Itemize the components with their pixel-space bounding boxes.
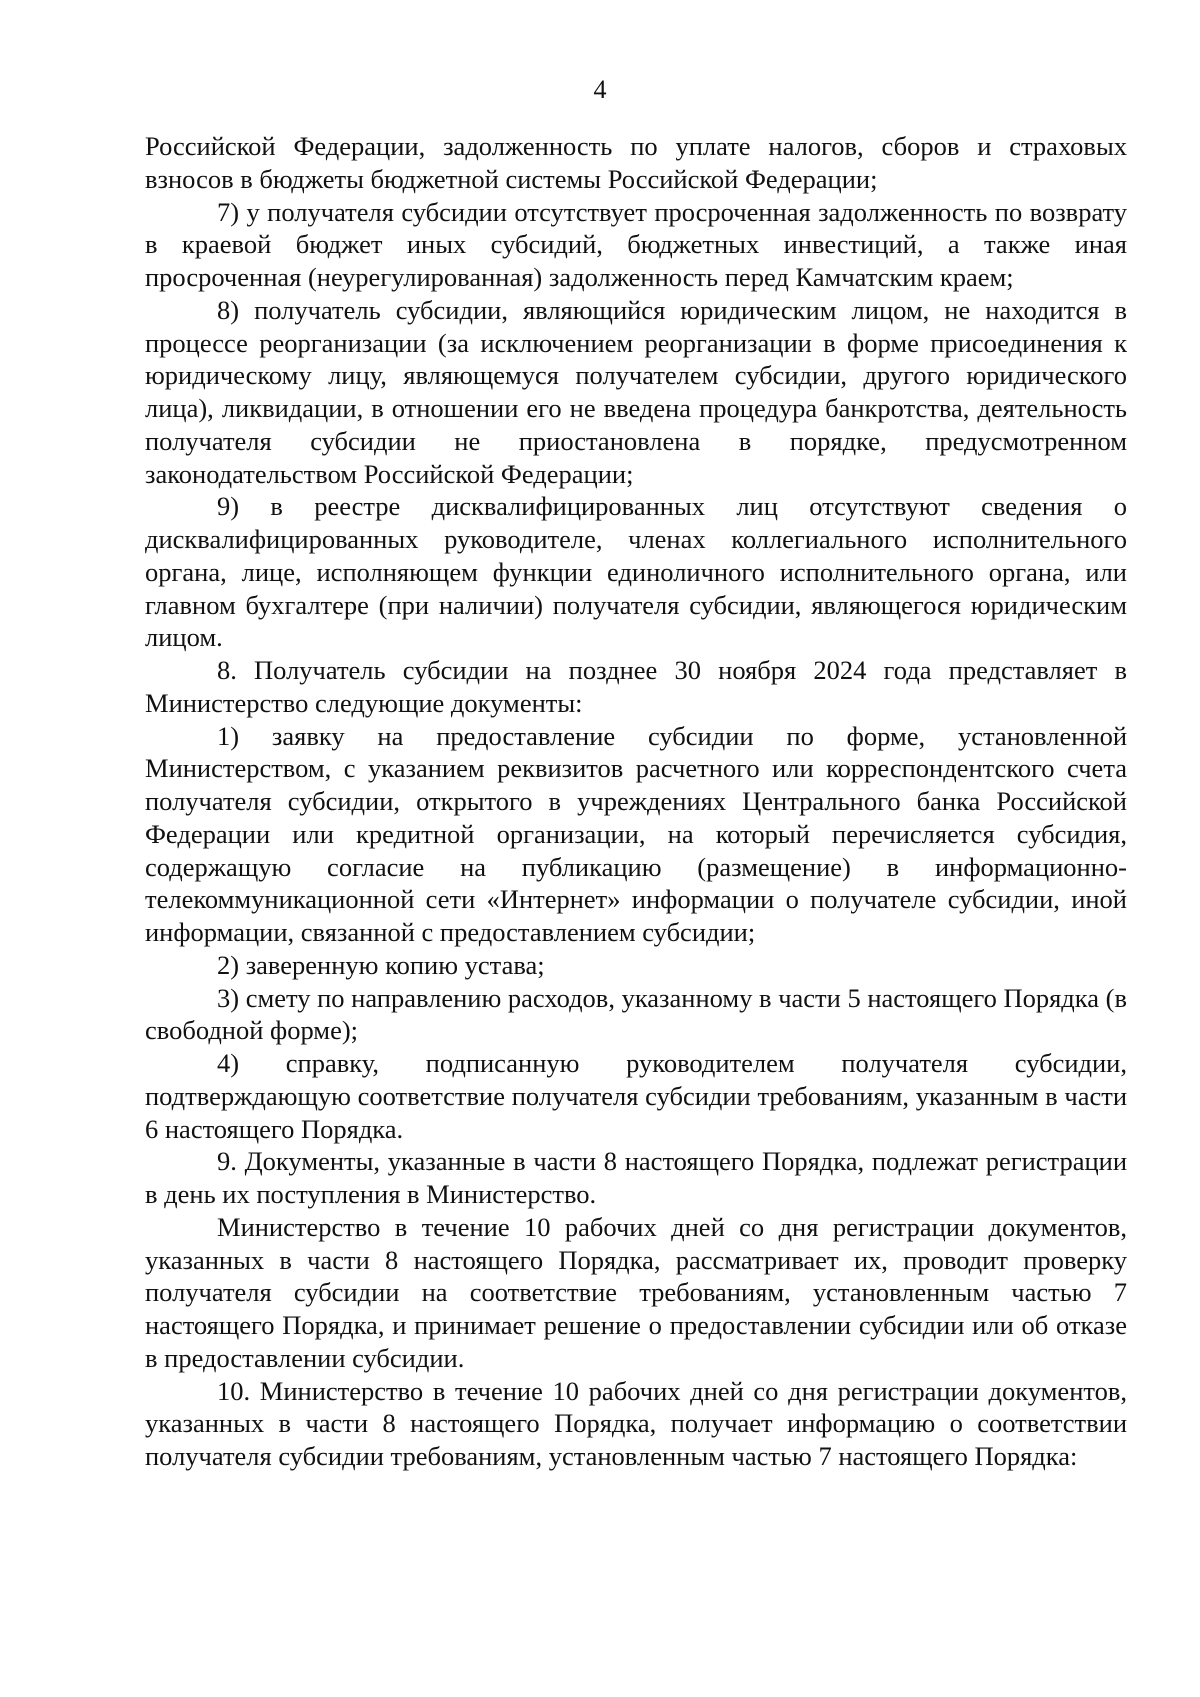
document-body [145,130,1127,1473]
page-number: 4 [593,75,607,104]
paragraph-doc-4: 4) справку, подписанную руководителем получателя субсидии, подтверждающую соответствие получателя субсидии требованиям, указанным в части 6 настоящего Порядка. [145,1048,1127,1144]
paragraph-doc-2: 2) заверенную копию устава; [217,949,545,980]
paragraph-ministry-review: Министерство в течение 10 рабочих дней со дня регистрации документов, указанных в части 8 настоящего Порядка, рассматривает их, проводит проверку получателя субсидии на соответствие требованиям, установленным частью 7 настоящего Порядка, и принимает решение о предоставлении субсидии или об отказе в предоставлении субсидии. [145,1211,1127,1373]
paragraph-doc-1: 1) заявку на предоставление субсидии по форме, установленной Министерством, с указанием реквизитов расчетного или корреспондентского счета получателя субсидии, открытого в учреждениях Центрального банка Российской Федерации или кредитной организации, на который перечисляется субсидия, содержащую согласие на публикацию (размещение) в информационно-телекоммуникационной сети «Интернет» информации о получателе субсидии, иной информации, связанной с предоставлением субсидии; [145,720,1127,947]
paragraph-section-8: 8. Получатель субсидии на позднее 30 ноября 2024 года представляет в Министерство следующие документы: [145,655,1127,718]
paragraph-item-7: 7) у получателя субсидии отсутствует просроченная задолженность по возврату в краевой бюджет иных субсидий, бюджетных инвестиций, а также иная просроченная (неурегулированная) задолженность перед Камчатским краем; [145,196,1127,292]
paragraph-continuation: Российской Федерации, задолженность по уплате налогов, сборов и страховых взносов в бюджеты бюджетной системы Российской Федерации; [145,131,1127,194]
paragraph-item-8: 8) получатель субсидии, являющийся юридическим лицом, не находится в процессе реорганизации (за исключением реорганизации в форме присоединения к юридическому лицу, являющемуся получателем субсидии, другого юридического лица), ликвидации, в отношении его не введена процедура банкротства, деятельность получателя субсидии не приостановлена в порядке, предусмотренном законодательством Российской Федерации; [145,294,1127,489]
paragraph-doc-3: 3) смету по направлению расходов, указанному в части 5 настоящего Порядка (в свободной форме); [145,982,1127,1046]
paragraph-section-9: 9. Документы, указанные в части 8 настоящего Порядка, подлежат регистрации в день их поступления в Министерство. [145,1146,1127,1209]
paragraph-item-9: 9) в реестре дисквалифицированных лиц отсутствуют сведения о дисквалифицированных руководителе, членах коллегиального исполнительного органа, лице, исполняющем функции единоличного исполнительного органа, или главном бухгалтере (при наличии) получателя субсидии, являющегося юридическим лицом. [145,491,1127,653]
paragraph-section-10: 10. Министерство в течение 10 рабочих дней со дня регистрации документов, указанных в части 8 настоящего Порядка, получает информацию о соответствии получателя субсидии требованиям, установленным частью 7 настоящего Порядка: [145,1375,1127,1471]
